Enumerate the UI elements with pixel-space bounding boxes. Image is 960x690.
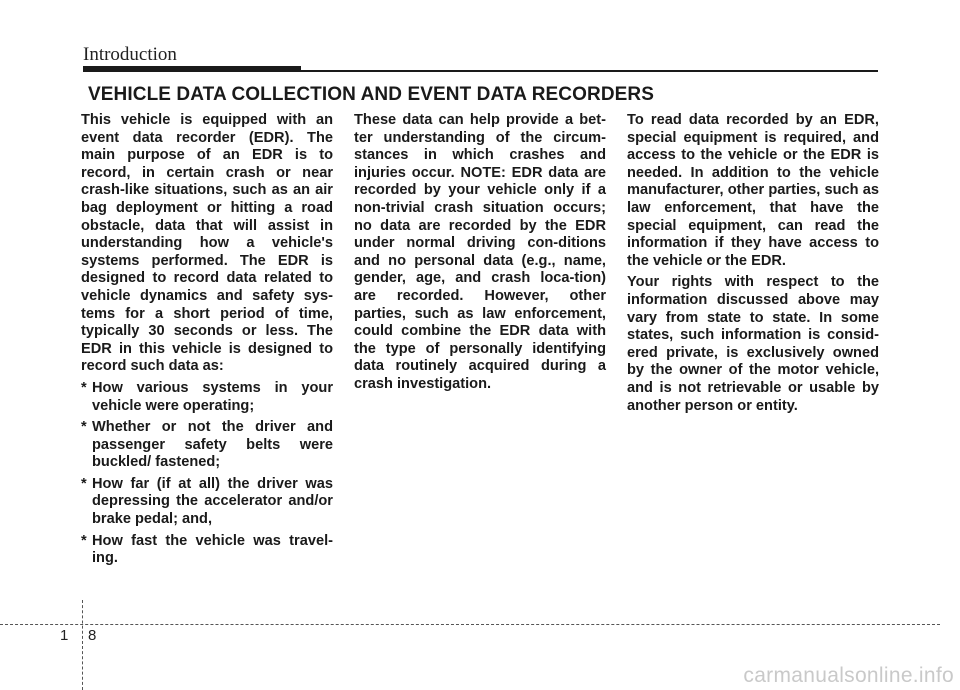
list-item (81, 533, 333, 568)
intro-paragraph: This vehicle is equipped with an event data recorder (EDR). The main purpose of an EDR is to record, in certain crash or near crash-like situations, such as an air bag deployment or hitting a road obstacle, data that will assist in understanding how a vehicle's systems performed. The EDR is designed to record data related to vehicle dynamics and safety sys-tems for a short period of time, typically 30 seconds or less. The EDR in this vehicle is designed to record such data as: (81, 112, 333, 375)
list-item (81, 476, 333, 529)
edr-data-paragraph: These data can help provide a bet-ter understanding of the circum-stances in which crashes and injuries occur. NOTE: EDR data are recorded by your vehicle only if a non-trivial crash situation occurs; no data are recorded by the EDR under normal driving con-ditions and no personal data (e.g., name, gender, age, and crash loca-tion) are recorded. However, other parties, such as law enforcement, could combine the EDR data with the type of personally identifying data routinely acquired during a crash investigation. (354, 112, 606, 392)
text-column-1 (81, 112, 333, 572)
list-item-text: Whether or not the driver and passenger safety belts were buckled/ fastened; (92, 419, 333, 471)
footer-dashed-divider (82, 600, 83, 690)
bullet-mark: * (81, 532, 87, 549)
chapter-number: 1 (60, 627, 69, 644)
bullet-mark: * (81, 419, 87, 436)
recorded-data-list (81, 380, 333, 568)
header-rule-thick (83, 66, 301, 72)
footer-dashed-rule (0, 624, 940, 625)
text-column-2 (354, 112, 606, 398)
rights-paragraph: Your rights with respect to the information discussed above may vary from state to state. In some states, such information is consid-ered private, is exclusively owned by the owner of the motor vehicle, and is not retrievable or usable by another person or entity. (627, 274, 879, 414)
bullet-mark: * (81, 379, 87, 396)
list-item-text: How far (if at all) the driver was depressing the accelerator and/or brake pedal; and, (92, 475, 333, 528)
bullet-mark: * (81, 475, 87, 492)
text-column-3 (627, 112, 879, 419)
page-number: 8 (88, 627, 97, 644)
header-rule-thin (301, 70, 878, 72)
list-item-text: How fast the vehicle was travel-ing. (92, 532, 333, 567)
section-label: Introduction (83, 44, 177, 65)
list-item-text: How various systems in your vehicle were operating; (92, 379, 333, 414)
list-item (81, 419, 333, 472)
watermark: carmanualsonline.info (743, 664, 954, 687)
reading-data-paragraph: To read data recorded by an EDR, special equipment is required, and access to the vehicle or the EDR is needed. In addition to the vehicle manufacturer, other parties, such as law enforcement, that have the special equipment, can read the information if they have access to the vehicle or the EDR. (627, 112, 879, 269)
list-item (81, 380, 333, 415)
page-heading: VEHICLE DATA COLLECTION AND EVENT DATA RECORDERS (88, 84, 655, 105)
